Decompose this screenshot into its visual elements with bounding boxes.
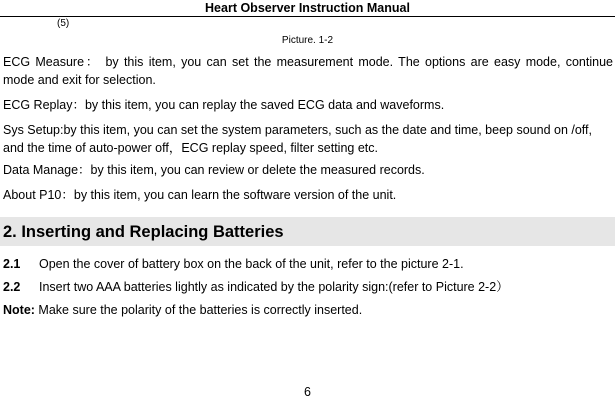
- figure-marker: (5): [57, 18, 70, 29]
- menu-item-sys-setup: Sys Setup:by this item, you can set the system parameters, such as the date and time, beep sound on /off, and the time of auto-power off，ECG replay speed, filter setting etc.: [3, 123, 592, 155]
- note-text: Make sure the polarity of the batteries is correctly inserted.: [34, 303, 363, 317]
- figure-caption: Picture. 1-2: [281, 35, 334, 46]
- menu-item-about: About P10：by this item, you can learn the software version of the unit.: [3, 188, 397, 202]
- menu-item-ecg-measure: ECG Measure： by this item, you can set the measurement mode. The options are easy mode, continue mode and exit for selection.: [3, 55, 613, 87]
- step-number: 2.1: [3, 257, 21, 271]
- document-title: Heart Observer Instruction Manual: [205, 1, 410, 15]
- note-label: Note:: [3, 303, 35, 317]
- step-text: Insert two AAA batteries lightly as indicated by the polarity sign:(refer to Picture 2-2）: [39, 280, 509, 294]
- header-divider: [0, 16, 615, 17]
- section-heading: 2. Inserting and Replacing Batteries: [3, 223, 284, 241]
- menu-item-ecg-replay: ECG Replay：by this item, you can replay the saved ECG data and waveforms.: [3, 98, 445, 112]
- step-text: Open the cover of battery box on the back of the unit, refer to the picture 2-1.: [39, 257, 464, 271]
- step-number: 2.2: [3, 280, 21, 294]
- menu-item-data-manage: Data Manage：by this item, you can review or delete the measured records.: [3, 163, 425, 177]
- note: [3, 302, 362, 318]
- page-number: 6: [304, 385, 311, 399]
